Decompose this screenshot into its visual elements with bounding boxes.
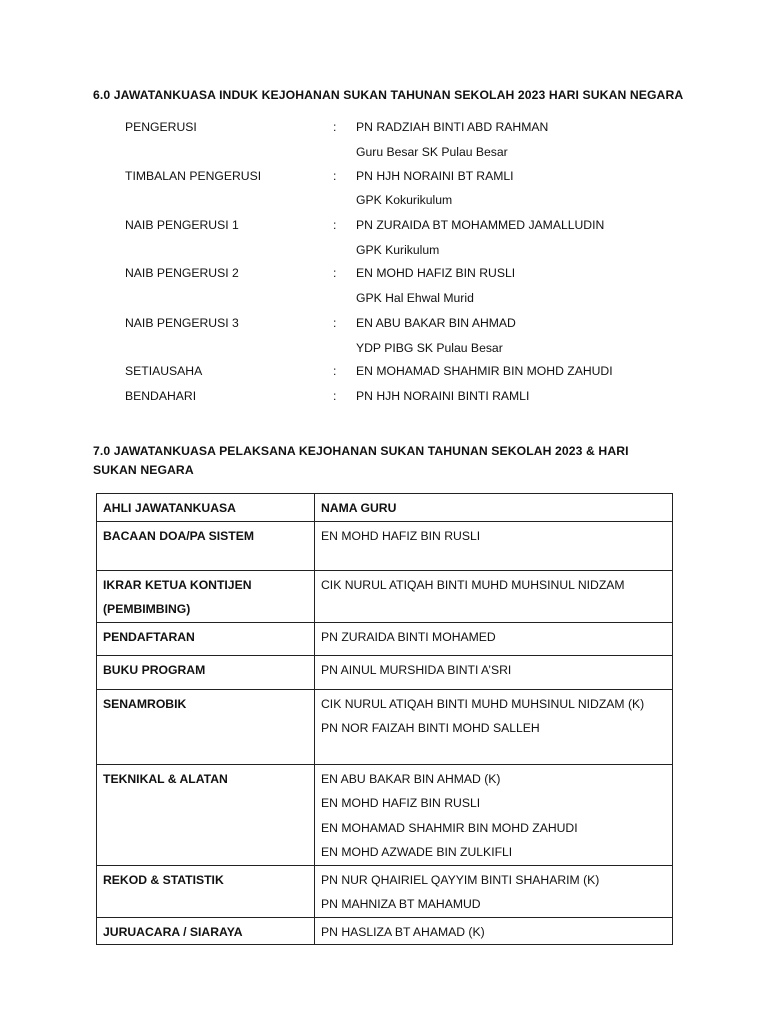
- officer-role: NAIB PENGERUSI 1: [125, 218, 239, 232]
- teacher-cell: [315, 865, 673, 917]
- teacher-name: PN NOR FAIZAH BINTI MOHD SALLEH: [321, 721, 540, 735]
- teacher-cell: [315, 764, 673, 865]
- table-row: [97, 865, 673, 917]
- officer-colon: :: [333, 218, 337, 232]
- officer-name: EN MOHAMAD SHAHMIR BIN MOHD ZAHUDI: [356, 364, 613, 378]
- role-text: (PEMBIMBING): [103, 602, 191, 616]
- officer-subtitle: YDP PIBG SK Pulau Besar: [356, 341, 503, 355]
- teacher-cell: [315, 521, 673, 570]
- role-text: SENAMROBIK: [103, 696, 187, 711]
- table-row: [97, 655, 673, 689]
- officer-role: NAIB PENGERUSI 3: [125, 316, 239, 330]
- table-row: [97, 622, 673, 655]
- teacher-name: EN MOHAMAD SHAHMIR BIN MOHD ZAHUDI: [321, 820, 578, 835]
- officer-role: NAIB PENGERUSI 2: [125, 266, 239, 280]
- officer-name: EN MOHD HAFIZ BIN RUSLI: [356, 266, 516, 280]
- committee-table: [96, 493, 673, 945]
- role-cell: [97, 655, 315, 689]
- role-text: PENDAFTARAN: [103, 629, 195, 644]
- teacher-name: PN AINUL MURSHIDA BINTI A’SRI: [321, 662, 512, 677]
- role-text: BACAAN DOA/PA SISTEM: [103, 528, 254, 543]
- officer-role: PENGERUSI: [125, 120, 197, 134]
- teacher-name: CIK NURUL ATIQAH BINTI MUHD MUHSINUL NIDZAM (K): [321, 696, 645, 711]
- officer-colon: :: [333, 364, 337, 378]
- role-text: BUKU PROGRAM: [103, 662, 206, 677]
- role-text: JURUACARA / SIARAYA: [103, 924, 243, 939]
- teacher-name: PN NUR QHAIRIEL QAYYIM BINTI SHAHARIM (K): [321, 872, 600, 887]
- teacher-name: PN HASLIZA BT AHAMAD (K): [321, 924, 485, 939]
- officer-subtitle: GPK Hal Ehwal Murid: [356, 291, 474, 305]
- officer-colon: :: [333, 266, 337, 280]
- column-header-teacher: NAMA GURU: [315, 494, 673, 522]
- teacher-cell: [315, 570, 673, 622]
- table-row: [97, 917, 673, 945]
- officer-subtitle: GPK Kurikulum: [356, 243, 440, 257]
- column-header-role: AHLI JAWATANKUASA: [97, 494, 315, 522]
- teacher-name: PN MAHNIZA BT MAHAMUD: [321, 897, 481, 911]
- section-6-heading: 6.0 JAWATANKUASA INDUK KEJOHANAN SUKAN TAHUNAN SEKOLAH 2023 HARI SUKAN NEGARA: [93, 88, 684, 102]
- role-text: IKRAR KETUA KONTIJEN: [103, 577, 252, 592]
- officer-colon: :: [333, 120, 337, 134]
- officer-subtitle: Guru Besar SK Pulau Besar: [356, 145, 508, 159]
- table-row: [97, 570, 673, 622]
- officer-name: PN HJH NORAINI BINTI RAMLI: [356, 389, 530, 403]
- teacher-name: EN MOHD AZWADE BIN ZULKIFLI: [321, 845, 513, 859]
- role-text: TEKNIKAL & ALATAN: [103, 771, 228, 786]
- officer-colon: :: [333, 389, 337, 403]
- teacher-name: EN ABU BAKAR BIN AHMAD (K): [321, 771, 501, 786]
- table-row: [97, 689, 673, 764]
- table-row: [97, 521, 673, 570]
- teacher-name: EN MOHD HAFIZ BIN RUSLI: [321, 796, 481, 810]
- section-7-heading: 7.0 JAWATANKUASA PELAKSANA KEJOHANAN SUKAN TAHUNAN SEKOLAH 2023 & HARI SUKAN NEGARA: [93, 444, 629, 477]
- officer-subtitle: GPK Kokurikulum: [356, 193, 453, 207]
- table-row: [97, 764, 673, 865]
- teacher-cell: [315, 655, 673, 689]
- role-cell: [97, 689, 315, 764]
- officer-colon: :: [333, 169, 337, 183]
- role-cell: [97, 570, 315, 622]
- table-header-row: [97, 494, 673, 522]
- role-cell: [97, 764, 315, 865]
- officer-name: PN HJH NORAINI BT RAMLI: [356, 169, 514, 183]
- teacher-name: PN ZURAIDA BINTI MOHAMED: [321, 629, 496, 644]
- role-cell: [97, 865, 315, 917]
- teacher-name: EN MOHD HAFIZ BIN RUSLI: [321, 528, 481, 543]
- officer-role: BENDAHARI: [125, 389, 197, 403]
- teacher-cell: [315, 917, 673, 945]
- officer-name: PN RADZIAH BINTI ABD RAHMAN: [356, 120, 549, 134]
- officer-role: TIMBALAN PENGERUSI: [125, 169, 262, 183]
- role-text: REKOD & STATISTIK: [103, 872, 224, 887]
- officer-colon: :: [333, 316, 337, 330]
- officer-role: SETIAUSAHA: [125, 364, 203, 378]
- teacher-cell: [315, 622, 673, 655]
- teacher-name: CIK NURUL ATIQAH BINTI MUHD MUHSINUL NIDZAM: [321, 577, 625, 592]
- teacher-cell: [315, 689, 673, 764]
- officer-name: PN ZURAIDA BT MOHAMMED JAMALLUDIN: [356, 218, 605, 232]
- role-cell: [97, 622, 315, 655]
- role-cell: [97, 521, 315, 570]
- role-cell: [97, 917, 315, 945]
- officer-name: EN ABU BAKAR BIN AHMAD: [356, 316, 516, 330]
